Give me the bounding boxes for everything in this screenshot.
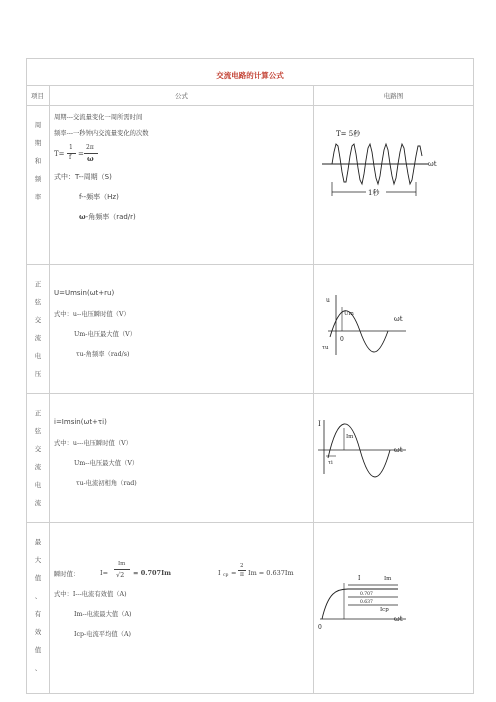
period-definition: 周期---交流量变化一周所需时间	[54, 114, 143, 121]
axis-wt-label: ωt	[394, 315, 403, 323]
axis-wt-label: ωt	[428, 160, 437, 168]
label-char: 大	[34, 556, 42, 564]
label-char: 周	[34, 121, 42, 129]
diagram-current	[314, 394, 474, 523]
label-char: 交	[34, 445, 42, 453]
label-char: 正	[34, 409, 42, 417]
row-label	[27, 394, 50, 523]
um-description: Um-电压最大值（V）	[74, 331, 137, 338]
voltage-formula: U=Umsin(ωt+ru)	[54, 289, 115, 297]
span-label: 1秒	[368, 189, 380, 197]
fraction-den: ω	[87, 154, 94, 163]
f-description: f--频率（Hz)	[79, 193, 119, 201]
label-char: 、	[34, 664, 42, 672]
im-label: Im	[384, 576, 392, 582]
formula-table	[26, 58, 474, 694]
rms-label: 0.707	[360, 592, 373, 597]
formula-cell	[50, 106, 314, 265]
subscript-cp: cp	[223, 573, 229, 578]
fraction-num: 2	[240, 563, 244, 569]
i-description: 式中：u---电压瞬时值（V）	[54, 440, 132, 447]
im-label: Im	[346, 434, 354, 440]
diagram-values	[314, 523, 474, 694]
label-char: 值	[34, 574, 42, 582]
label-char: 弦	[34, 427, 42, 435]
header-circuit: 电路图	[314, 86, 474, 106]
omega-symbol: ω	[79, 212, 86, 221]
phase-label: τu	[322, 345, 329, 351]
voltage-waveform	[314, 265, 474, 383]
label-char: 流	[34, 334, 42, 342]
phase-description: τu-电流初相角（rad)	[76, 480, 137, 487]
axis-wt-label: ωt	[394, 615, 403, 623]
instant-label: 瞬时值：	[54, 571, 80, 578]
formula-cell	[50, 265, 314, 394]
fraction-den: π	[240, 571, 244, 578]
label-char: 流	[34, 463, 42, 471]
label-char: 、	[34, 592, 42, 600]
um-label: Um	[344, 311, 354, 317]
fraction-den: √2	[116, 571, 125, 579]
formula-cell	[50, 523, 314, 694]
label-char: 效	[34, 628, 42, 636]
rms-result: = 0.707Im	[133, 569, 171, 577]
diagram-voltage	[314, 265, 474, 394]
label-char: 弦	[34, 298, 42, 306]
label-char: 流	[34, 499, 42, 507]
i-axis-label: I	[358, 575, 361, 582]
axis-wt-label: ωt	[394, 446, 403, 454]
omega-text: -角频率（rad/r)	[85, 213, 136, 221]
row-max-effective	[27, 523, 474, 694]
sine-wave	[328, 424, 390, 477]
origin-label: 0	[340, 336, 344, 343]
formula-cell	[50, 394, 314, 523]
icp-label: Icp	[380, 607, 389, 613]
label-char: 正	[34, 280, 42, 288]
i-description: 式中：I---电流有效值（A)	[54, 591, 127, 598]
im-description: Im--电流最大值（A)	[74, 611, 132, 618]
title-row	[27, 59, 474, 86]
header-formula: 公式	[50, 86, 314, 106]
label-char: 压	[34, 370, 42, 378]
label-char: 电	[34, 481, 42, 489]
period-label: T= 5秒	[336, 130, 361, 138]
fraction-num: Im	[118, 561, 126, 567]
formula-t: T=	[54, 150, 65, 158]
avg-formula	[218, 559, 314, 583]
u-axis-label: u	[326, 297, 330, 304]
fraction-den: f	[69, 154, 72, 161]
label-char: 电	[34, 352, 42, 360]
row-label	[27, 265, 50, 394]
avg-result: Im = 0.637Im	[248, 569, 294, 577]
values-waveform	[314, 523, 474, 683]
fraction-bar	[114, 569, 130, 570]
u-description: 式中：u--电压瞬时值（V）	[54, 311, 130, 318]
avg-label: 0.637	[360, 600, 373, 605]
formula-i: I=	[100, 569, 109, 577]
label-char: 频	[34, 175, 42, 183]
fraction-num: 2π	[86, 144, 94, 151]
label-char: 期	[34, 139, 42, 147]
phase-label: τi	[328, 460, 333, 466]
row-label	[27, 523, 50, 694]
frequency-definition: 频率---一秒钟内交流量变化的次数	[54, 130, 149, 137]
label-char: 有	[34, 610, 42, 618]
header-item: 项目	[27, 86, 50, 106]
origin-label: 0	[318, 624, 322, 631]
row-sine-voltage	[27, 265, 474, 394]
omega-description	[79, 212, 136, 222]
icp-description: Icp-电流平均值（A)	[74, 631, 131, 638]
phase-description: τu-角频率（rad/s)	[76, 351, 130, 358]
label-char: 值	[34, 646, 42, 654]
i-axis-label: I	[318, 420, 321, 428]
formula-i: I	[218, 569, 221, 577]
rms-formula	[100, 559, 190, 583]
label-char: 和	[34, 157, 42, 165]
formula-eq: =	[78, 150, 84, 158]
formula-eq: =	[231, 569, 237, 577]
page-title: 交流电路的计算公式	[216, 70, 284, 80]
label-char: 交	[34, 316, 42, 324]
label-char: 率	[34, 193, 42, 201]
diagram-period	[314, 106, 474, 265]
row-sine-current	[27, 394, 474, 523]
row-period-frequency	[27, 106, 474, 265]
header-row	[27, 86, 474, 106]
t-description: 式中：T--周期（S)	[54, 173, 112, 181]
row-label	[27, 106, 50, 265]
current-waveform	[314, 394, 474, 512]
im-description: Um--电压最大值（V）	[74, 460, 139, 467]
fraction-num: 1	[69, 144, 73, 151]
current-formula: i=Imsin(ωt+τi)	[54, 418, 107, 426]
period-waveform	[314, 106, 474, 254]
label-char: 最	[34, 538, 42, 546]
